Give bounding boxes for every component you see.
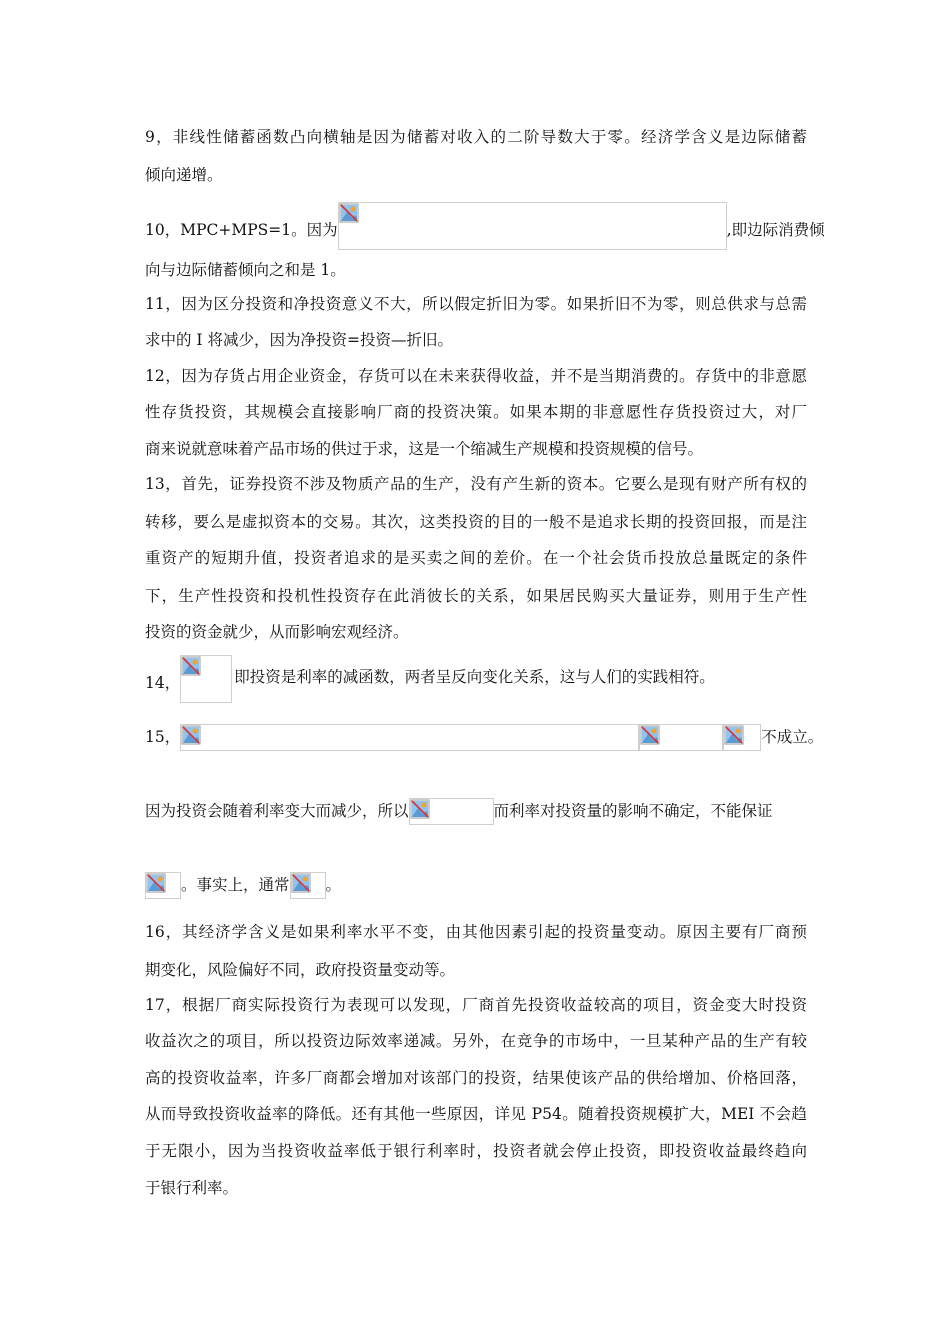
item-10-text-after: ,即边际消费倾 <box>726 221 825 239</box>
item-11-line-2: 求中的 I 将减少，因为净投资=投资—折旧。 <box>145 331 453 349</box>
item-15-line-2-after: 而利率对投资量的影响不确定，不能保证 <box>493 802 773 820</box>
item-15-line-1 <box>145 723 823 751</box>
item-17-line-3: 高的投资收益率，许多厂商都会增加对该部门的投资，结果使该产品的供给增加、价格回落， <box>145 1069 807 1087</box>
broken-image-icon <box>291 873 311 893</box>
item-15-line-3 <box>145 871 341 899</box>
item-13-line-3: 重资产的短期升值，投资者追求的是买卖之间的差价。在一个社会货币投放总量既定的条件 <box>145 549 807 567</box>
item-17-line-4: 从而导致投资收益率的降低。还有其他一些原因，详见 P54。随着投资规模扩大，MEI 不会趋 <box>145 1105 807 1123</box>
item-13-line-2: 转移，要么是虚拟资本的交易。其次，这类投资的目的一般不是追求长期的投资回报，而是注 <box>145 513 807 531</box>
broken-image-icon <box>640 725 660 745</box>
item-14-label: 14， <box>145 674 181 692</box>
item-17-line-2: 收益次之的项目，所以投资边际效率递减。另外，在竞争的市场中，一旦某种产品的生产有较 <box>145 1032 807 1050</box>
item-16-line-2: 期变化，风险偏好不同，政府投资量变动等。 <box>145 961 456 979</box>
item-13-line-4: 下，生产性投资和投机性投资存在此消彼长的关系，如果居民购买大量证券，则用于生产性 <box>145 587 807 605</box>
broken-image-icon <box>724 725 744 745</box>
item-17-line-1: 17，根据厂商实际投资行为表现可以发现，厂商首先投资收益较高的项目，资金变大时投资 <box>145 996 807 1014</box>
item-12-line-3: 商来说就意味着产品市场的供过于求，这是一个缩减生产规模和投资规模的信号。 <box>145 440 704 458</box>
formula-image <box>145 872 181 899</box>
item-10-line-2: 向与边际储蓄倾向之和是 1。 <box>145 261 346 279</box>
item-10-text-before: 10，MPC+MPS=1。因为 <box>145 221 338 239</box>
item-15-line-2-before: 因为投资会随着利率变大而减少，所以 <box>145 802 409 820</box>
item-10-line-1 <box>145 210 825 250</box>
item-9-line-1: 9，非线性储蓄函数凸向横轴是因为储蓄对收入的二阶导数大于零。经济学含义是边际储蓄 <box>145 128 807 146</box>
broken-image-icon <box>181 725 201 745</box>
item-11-line-1: 11，因为区分投资和净投资意义不大，所以假定折旧为零。如果折旧不为零，则总供求与总需 <box>145 295 807 313</box>
broken-image-icon <box>181 656 201 676</box>
formula-image <box>723 724 761 751</box>
item-9-line-2: 倾向递增。 <box>145 166 223 184</box>
formula-image <box>639 724 723 751</box>
item-12-line-1: 12，因为存货占用企业资金，存货可以在未来获得收益，并不是当期消费的。存货中的非意愿 <box>145 367 807 385</box>
item-17-line-6: 于银行利率。 <box>145 1179 239 1197</box>
item-15-label: 15， <box>145 728 181 746</box>
broken-image-icon <box>339 203 359 223</box>
item-15-line-2 <box>145 797 773 825</box>
broken-image-icon <box>410 799 430 819</box>
item-15-line-3-end: 。 <box>325 876 342 894</box>
item-16-line-1: 16，其经济学含义是如果利率水平不变，由其他因素引起的投资量变动。原因主要有厂商预 <box>145 923 807 941</box>
item-15-line-3-mid: 。事实上，通常 <box>181 876 290 894</box>
item-14-text: 即投资是利率的减函数，两者呈反向变化关系，这与人们的实践相符。 <box>234 668 715 686</box>
formula-image <box>290 872 326 899</box>
formula-image <box>338 202 727 250</box>
formula-image <box>180 655 232 703</box>
formula-image <box>409 798 494 825</box>
item-17-line-5: 于无限小，因为当投资收益率低于银行利率时，投资者就会停止投资，即投资收益最终趋向 <box>145 1142 807 1160</box>
item-14-line <box>145 655 715 703</box>
broken-image-icon <box>146 873 166 893</box>
item-13-line-5: 投资的资金就少，从而影响宏观经济。 <box>145 623 409 641</box>
formula-image <box>180 724 639 751</box>
item-15-text-after: 不成立。 <box>761 728 824 746</box>
item-12-line-2: 性存货投资，其规模会直接影响厂商的投资决策。如果本期的非意愿性存货投资过大，对厂 <box>145 403 807 421</box>
item-13-line-1: 13，首先，证券投资不涉及物质产品的生产，没有产生新的资本。它要么是现有财产所有权的 <box>145 475 807 493</box>
